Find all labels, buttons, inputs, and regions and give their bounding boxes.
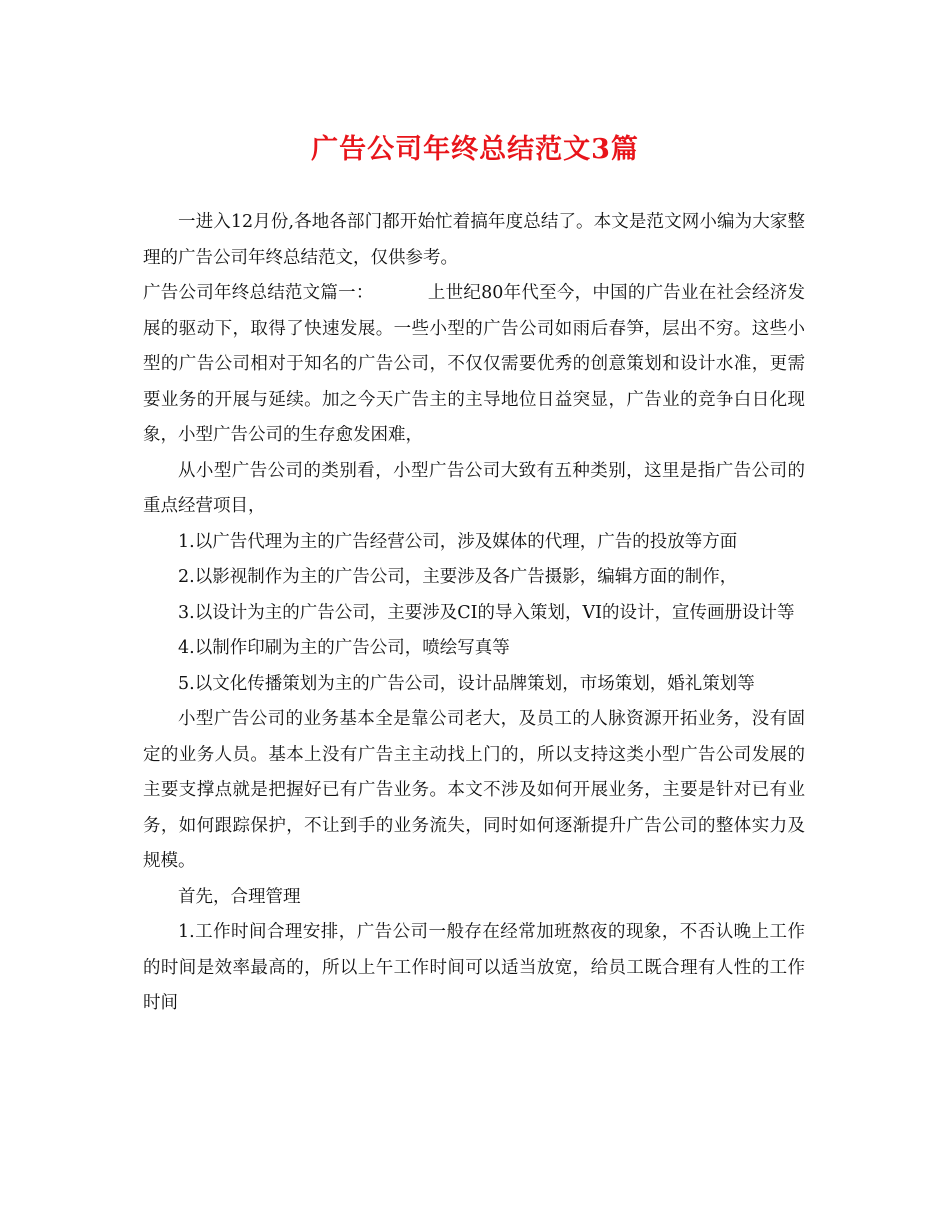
article-one-text: 上世纪80年代至今，中国的广告业在社会经济发展的驱动下，取得了快速发展。一些小型的广告公司如雨后春笋，层出不穷。这些小型的广告公司相对于知名的广告公司，不仅仅需要优秀的创意策划和设计水准，更需要业务的开展与延续。加之今天广告主的主导地位日益突显，广告业的竞争白日化现象，小型广告公司的生存愈发困难， [143,283,805,445]
category-intro-paragraph: 从小型广告公司的类别看，小型广告公司大致有五种类别，这里是指广告公司的重点经营项目， [143,460,805,516]
intro-paragraph: 一进入12月份,各地各部门都开始忙着搞年度总结了。本文是范文网小编为大家整理的广告公司年终总结范文，仅供参考。 [143,212,805,268]
category-item-4: 4.以制作印刷为主的广告公司，喷绘写真等 [178,638,510,658]
category-item-3: 3.以设计为主的广告公司，主要涉及CI的导入策划，VI的设计，宣传画册设计等 [178,602,795,623]
management-item-1: 1.工作时间合理安排，广告公司一般存在经常加班熬夜的现象，不否认晚上工作的时间是效率最高的，所以上午工作时间可以适当放宽，给员工既合理有人性的工作时间 [143,922,805,1013]
article-one-heading: 广告公司年终总结范文篇一： [143,283,374,303]
article-one-paragraph [143,276,805,454]
document-body [143,205,805,1022]
section-heading-management: 首先，合理管理 [178,886,301,907]
business-paragraph: 小型广告公司的业务基本全是靠公司老大，及员工的人脉资源开拓业务，没有固定的业务人员。基本上没有广告主主动找上门的，所以支持这类小型广告公司发展的主要支撑点就是把握好已有广告业务。本文不涉及如何开展业务，主要是针对已有业务，如何跟踪保护，不让到手的业务流失，同时如何逐渐提升广告公司的整体实力及规模。 [143,709,805,871]
category-item-1: 1.以广告代理为主的广告经营公司，涉及媒体的代理，广告的投放等方面 [178,531,738,552]
category-item-2: 2.以影视制作为主的广告公司，主要涉及各广告摄影，编辑方面的制作， [178,567,738,587]
category-item-5: 5.以文化传播策划为主的广告公司，设计品牌策划，市场策划，婚礼策划等 [178,673,755,694]
document-title: 广告公司年终总结范文3篇 [311,134,639,165]
